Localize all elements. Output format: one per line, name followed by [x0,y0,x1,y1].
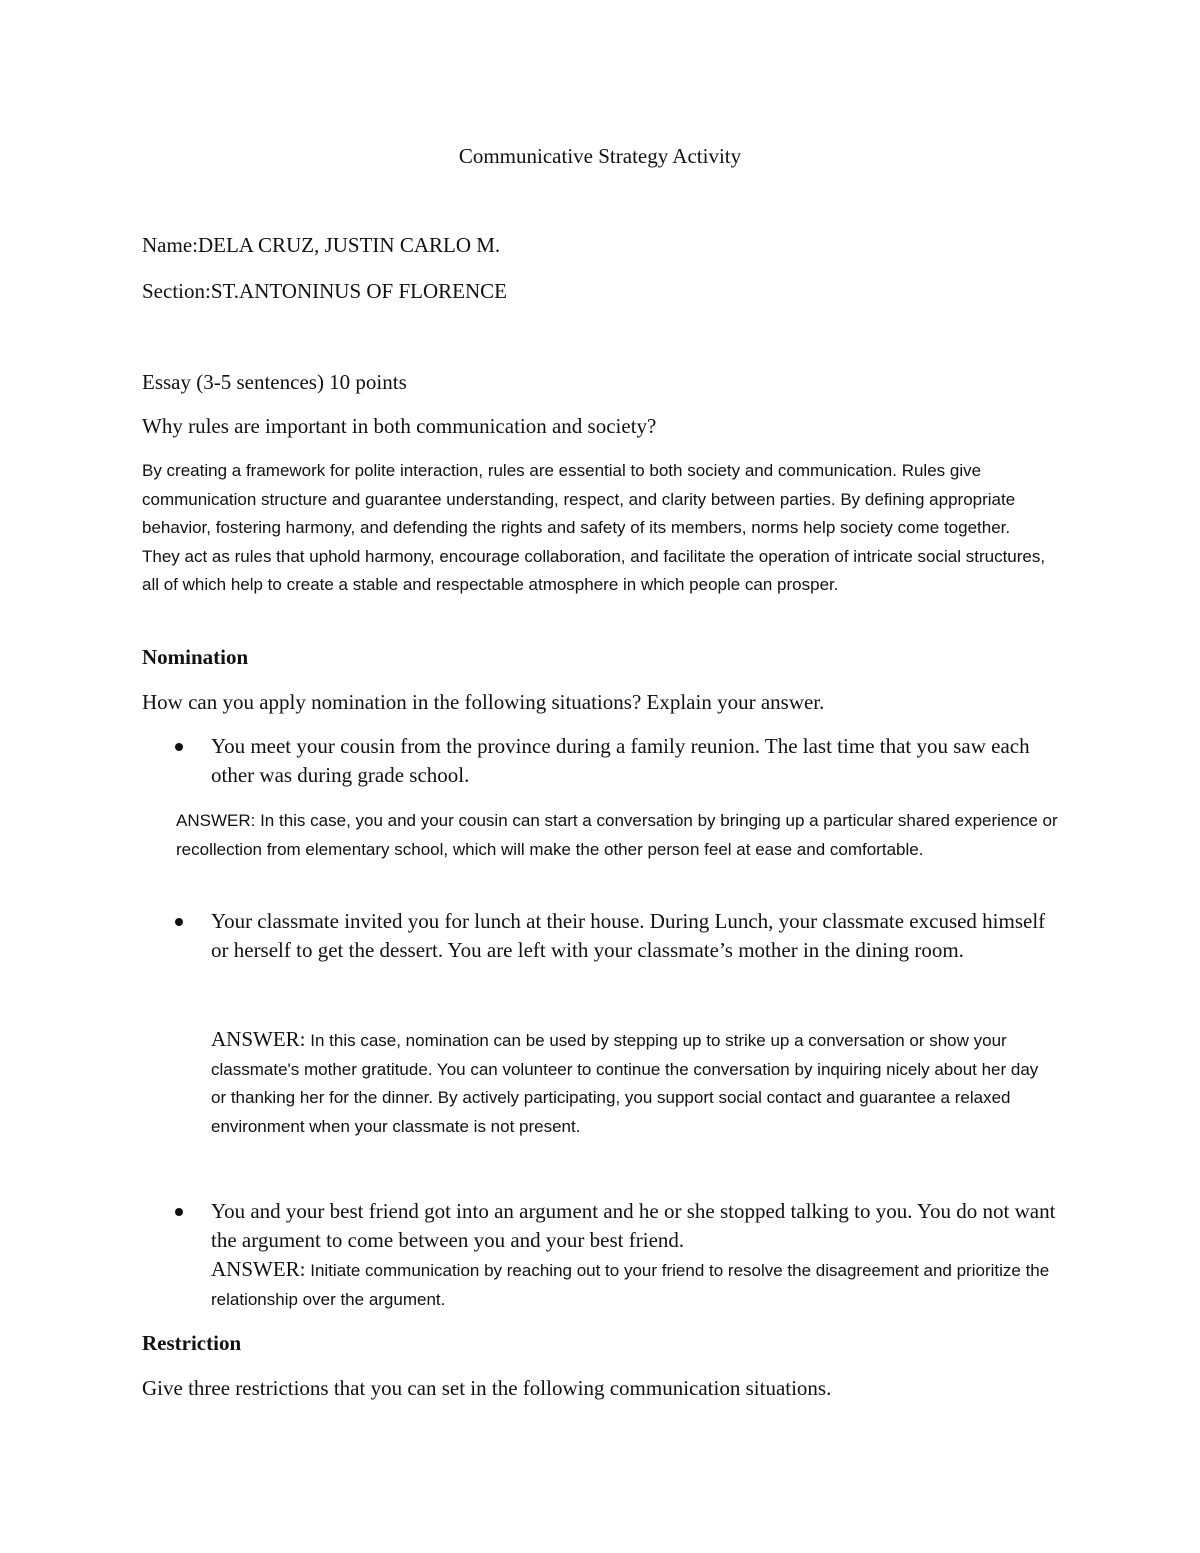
situation-text: You and your best friend got into an argument and he or she stopped talking to you. You do not want the argument to come between you and your best friend. [211,1199,1056,1252]
essay-heading: Essay (3-5 sentences) 10 points [142,370,407,394]
list-item [142,732,1062,790]
nomination-heading: Nomination [142,645,249,669]
situation-text: You meet your cousin from the province during a family reunion. The last time that you saw each other was during grade school. [211,734,1030,787]
restriction-prompt: Give three restrictions that you can set in the following communication situations. [142,1376,832,1400]
answer-1 [176,807,1066,864]
answer-text: Initiate communication by reaching out to your friend to resolve the disagreement and prioritize the relationship over the argument. [211,1261,1050,1309]
essay-question: Why rules are important in both communication and society? [142,414,657,438]
restriction-heading: Restriction [142,1331,242,1355]
bullet-icon [175,1208,183,1216]
nomination-prompt: How can you apply nomination in the following situations? Explain your answer. [142,690,825,714]
answer-2 [211,1025,1056,1141]
bullet-icon [175,918,183,926]
document-title: Communicative Strategy Activity [458,144,742,168]
list-item [142,1197,1062,1255]
answer-label: ANSWER: [211,1257,306,1281]
answer-label: ANSWER: [176,811,256,830]
answer-3 [211,1255,1071,1314]
bullet-icon [175,743,183,751]
essay-answer: By creating a framework for polite interaction, rules are essential to both society and communication. Rules give communication structure and guarantee understanding, respect, and clarity between parties. By defining appropriate behavior, fostering harmony, and defending the rights and safety of its members, norms help society come together. They act as rules that uphold harmony, encourage collaboration, and facilitate the operation of intricate social structures, all of which help to create a stable and respectable atmosphere in which people can prosper. [142,461,1046,594]
situation-text: Your classmate invited you for lunch at their house. During Lunch, your classmate excused himself or herself to get the dessert. You are left with your classmate’s mother in the dining room. [211,909,1046,962]
answer-text: In this case, you and your cousin can start a conversation by bringing up a particular shared experience or recollection from elementary school, which will make the other person feel at ease and comfortable. [176,811,1058,859]
name-line: Name:DELA CRUZ, JUSTIN CARLO M. [142,233,501,257]
section-line: Section:ST.ANTONINUS OF FLORENCE [142,279,507,303]
list-item [142,907,1062,965]
answer-label: ANSWER: [211,1027,306,1051]
answer-text: In this case, nomination can be used by stepping up to strike up a conversation or show your classmate's mother gratitude. You can volunteer to continue the conversation by inquiring nicely about her day or thanking her for the dinner. By actively participating, you support social contact and guarantee a relaxed environment when your classmate is not present. [211,1031,1039,1136]
